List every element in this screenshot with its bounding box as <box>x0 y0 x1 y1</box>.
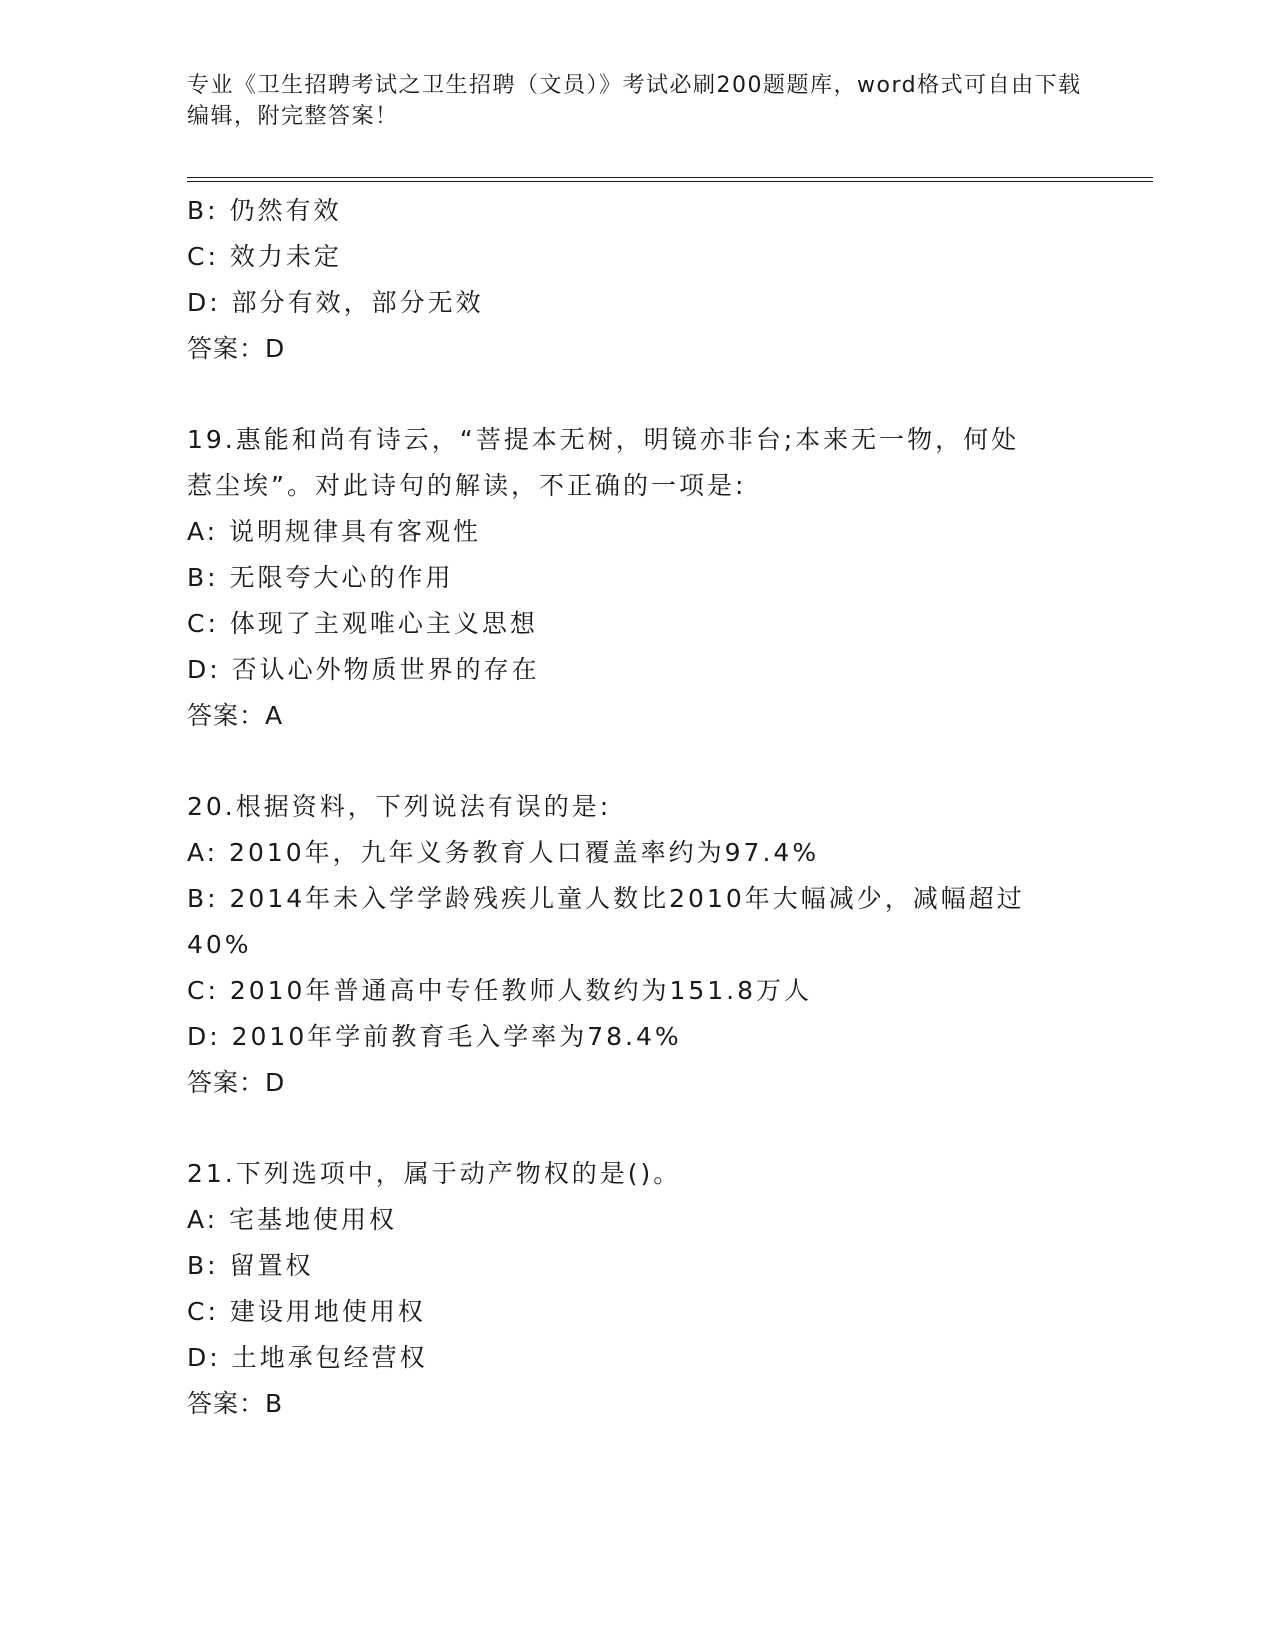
option-c: C: 2010年普通高中专任教师人数约为151.8万人 <box>187 976 813 1005</box>
option-b: B: 仍然有效 <box>187 196 342 225</box>
document-body <box>187 188 1067 1427</box>
option-d: D: 部分有效，部分无效 <box>187 288 484 317</box>
question-text: 19.惠能和尚有诗云，“菩提本无树，明镜亦非台;本来无一物，何处 <box>187 425 1020 454</box>
option-d: D: 土地承包经营权 <box>187 1343 428 1372</box>
option-c: C: 建设用地使用权 <box>187 1297 426 1326</box>
question-text: 惹尘埃”。对此诗句的解读，不正确的一项是: <box>187 471 747 500</box>
answer-line: 答案：B <box>187 1389 284 1418</box>
option-b: B: 2014年未入学学龄残疾儿童人数比2010年大幅减少，减幅超过 <box>187 884 1025 913</box>
option-b: B: 无限夸大心的作用 <box>187 563 454 592</box>
question-block-20 <box>187 784 1067 1106</box>
option-b: B: 留置权 <box>187 1251 314 1280</box>
question-block-19 <box>187 417 1067 739</box>
option-a: A: 2010年，九年义务教育人口覆盖率约为97.4% <box>187 838 820 867</box>
option-c: C: 效力未定 <box>187 242 342 271</box>
header-double-rule <box>187 177 1153 182</box>
question-text: 21.下列选项中，属于动产物权的是()。 <box>187 1159 682 1188</box>
document-header: 专业《卫生招聘考试之卫生招聘（文员）》考试必刷200题题库，word格式可自由下载编辑，附完整答案！ <box>187 73 1082 129</box>
question-block-21 <box>187 1151 1067 1427</box>
option-b-continued: 40% <box>187 930 252 959</box>
option-a: A: 宅基地使用权 <box>187 1205 398 1234</box>
answer-line: 答案：D <box>187 334 286 363</box>
option-a: A: 说明规律具有客观性 <box>187 517 482 546</box>
option-d: D: 否认心外物质世界的存在 <box>187 655 540 684</box>
question-text: 20.根据资料，下列说法有误的是: <box>187 792 612 821</box>
answer-line: 答案：D <box>187 1068 286 1097</box>
option-c: C: 体现了主观唯心主义思想 <box>187 609 538 638</box>
question-block-18-tail <box>187 188 1067 372</box>
option-d: D: 2010年学前教育毛入学率为78.4% <box>187 1022 682 1051</box>
answer-line: 答案：A <box>187 701 284 730</box>
